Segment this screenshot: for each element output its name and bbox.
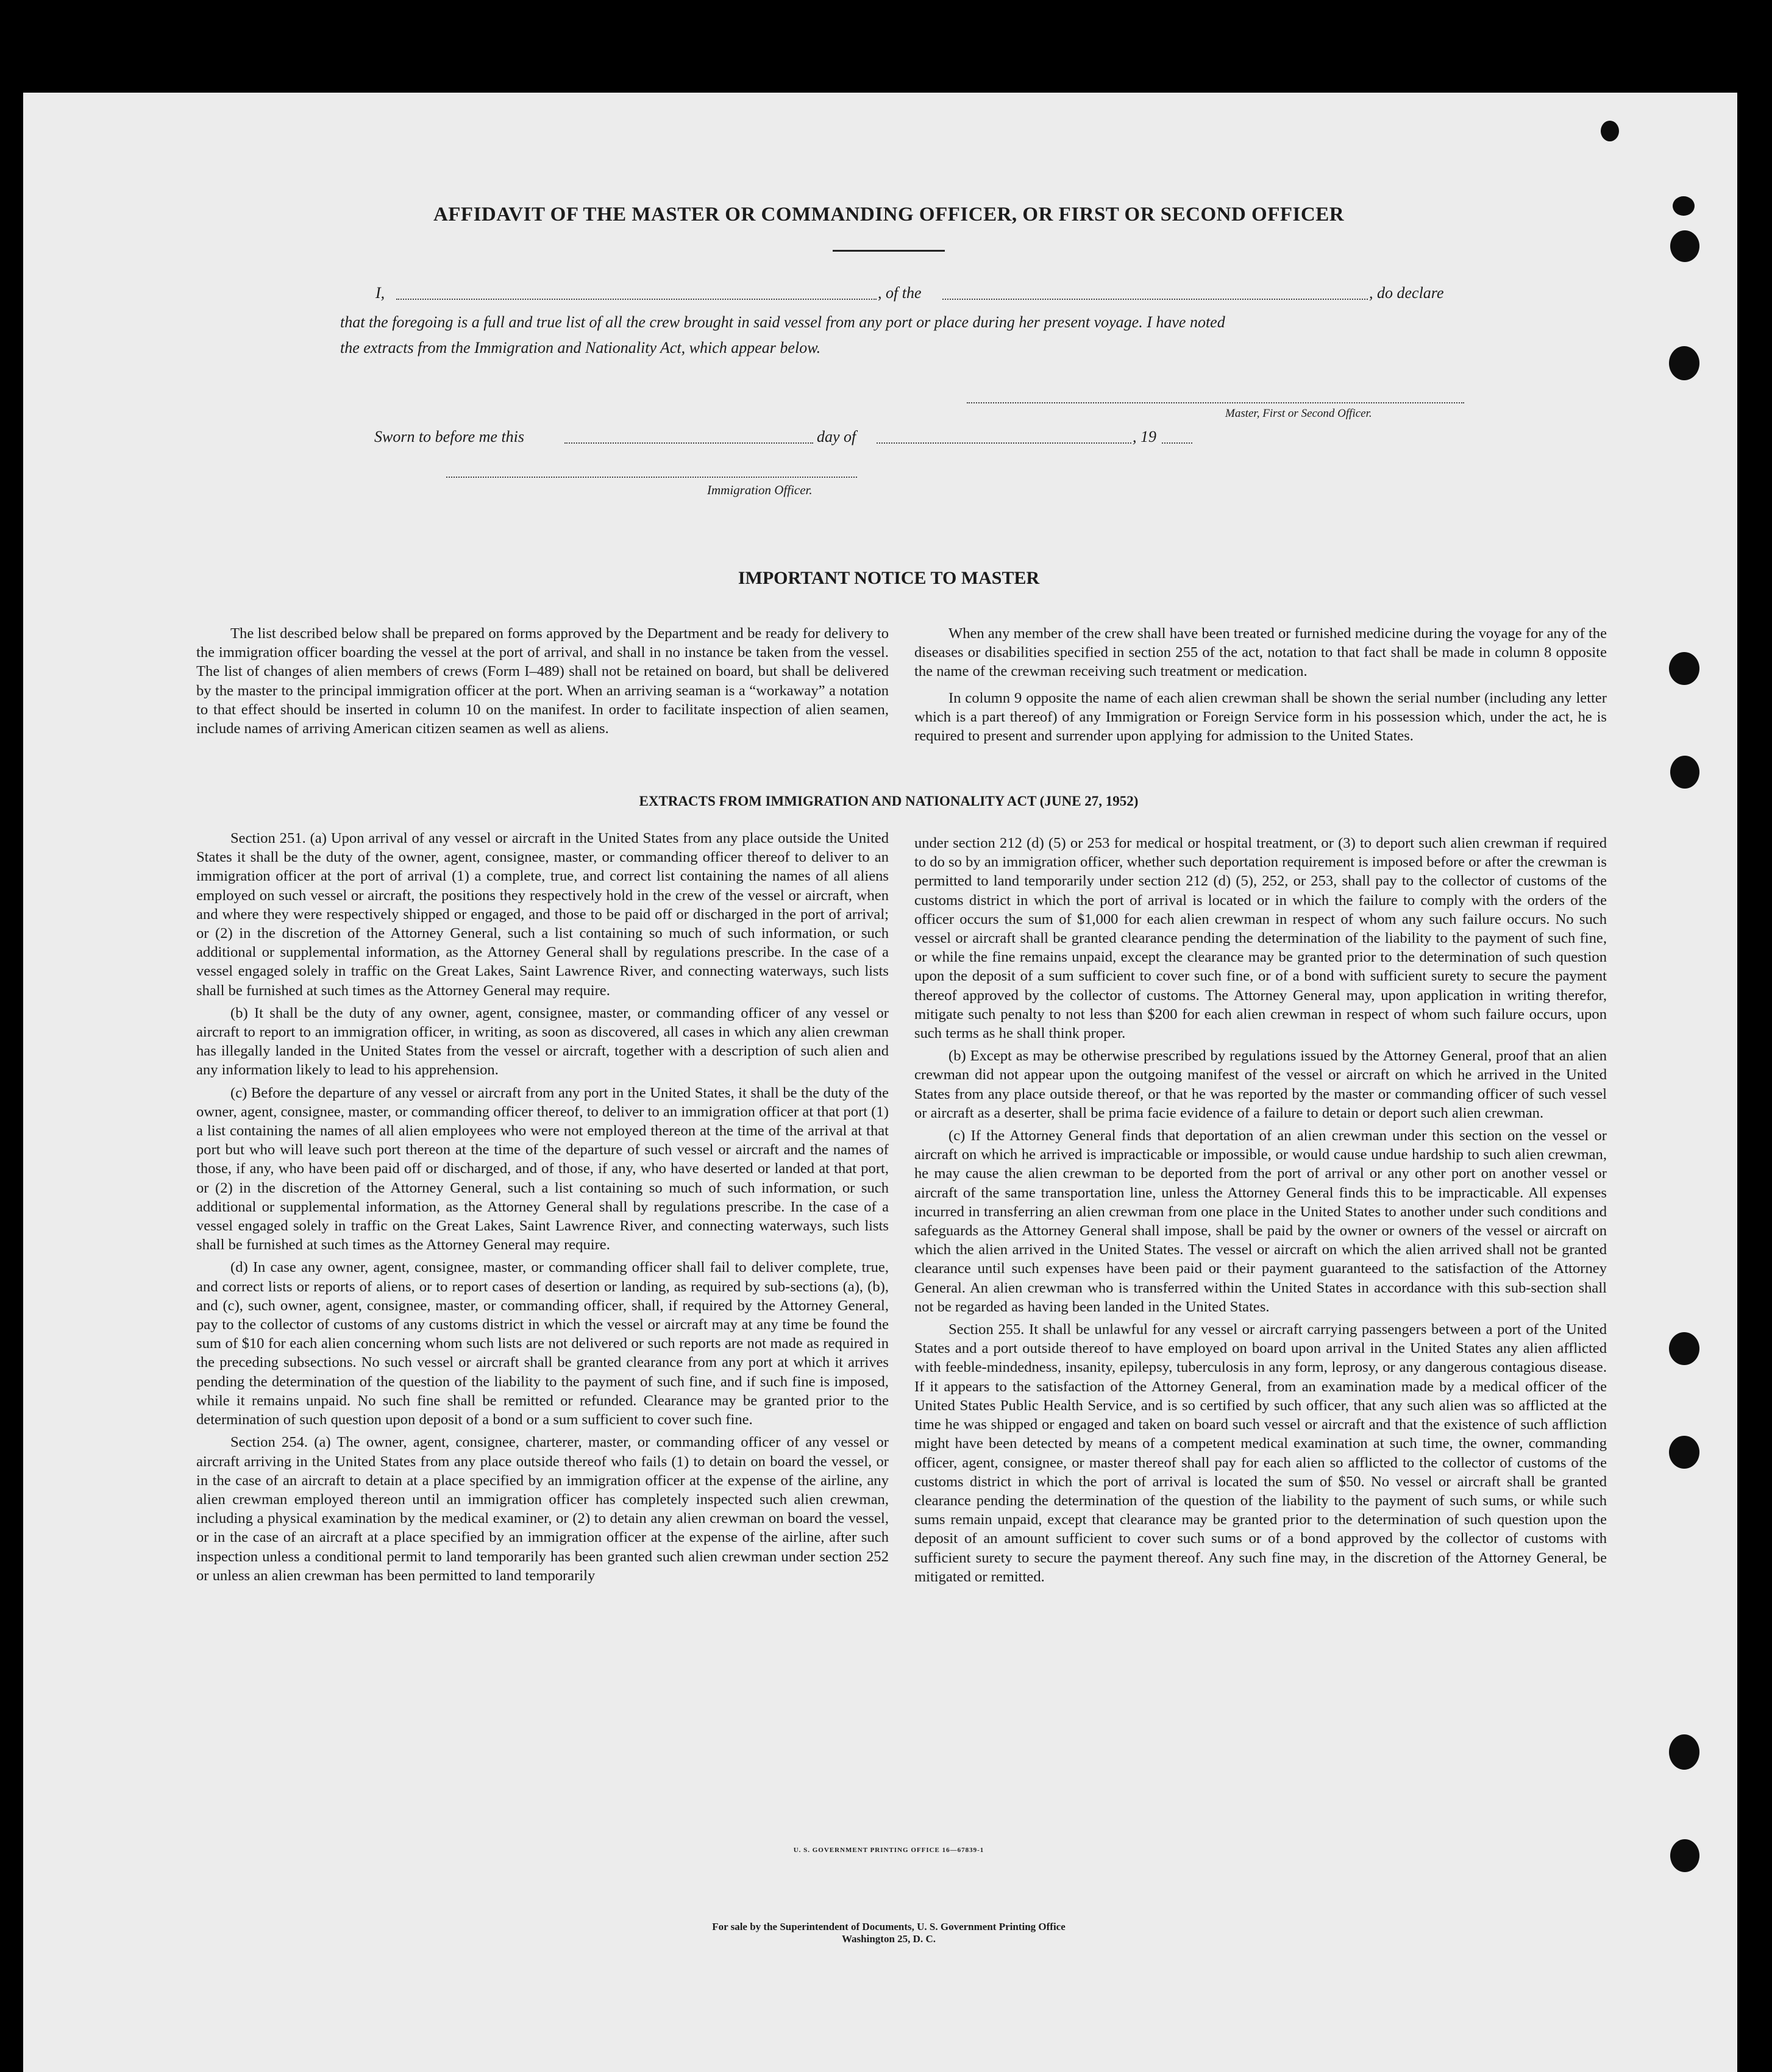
extract-paragraph: Section 254. (a) The owner, agent, consignee, charterer, master, or commanding officer of any vessel or aircraft arriving in the United States from any place outside thereof who fails (1) to detain on board the vessel, or in the case of an aircraft to detain at a place specified by an immigration officer at the expense of the airline, any alien crewman employed thereon until an immigration officer has completely inspected such alien crewman, including a physical examination by the medical examiner, or (2) to detain any alien crewman on board the vessel, or in the case of an aircraft at a place specified by an immigration officer at the expense of the airline, after such inspection unless a conditional permit to land temporarily has been granted such alien crewman under section 252 or unless an alien crewman has been permitted to land temporarily xyxy=(196,1434,889,1584)
affidavit-i-label: I, xyxy=(375,284,385,302)
extract-paragraph: (c) Before the departure of any vessel or aircraft from any port in the United States, it shall be the duty of the owner, agent, consignee, master, or commanding officer thereof, to deliver to an immigration officer at that port (1) a list containing the names of all alien employees who were not employed thereon at the time of the arrival at that port but who will leave such port thereon at the time of the departure of such vessel or aircraft and the names of those, if any, who have been paid off or discharged, and of those, if any, who have deserted or landed at that port, or (2) in the discretion of the Attorney General, such a list containing so much of such information, or such additional or supplemental information, as the Attorney General shall by regulations prescribe. In the case of a vessel engaged solely in traffic on the Great Lakes, Saint Lawrence River, and connecting waterways, such lists shall be furnished at such times as the Attorney General may require. xyxy=(196,1084,889,1254)
punch-hole xyxy=(1670,756,1699,789)
title-underline xyxy=(833,250,945,252)
sale-line-2: Washington 25, D. C. xyxy=(842,1933,936,1945)
officer-signature-line[interactable] xyxy=(446,477,857,478)
punch-hole xyxy=(1670,230,1699,262)
notice-right-column xyxy=(914,624,1607,749)
punch-hole xyxy=(1669,1436,1699,1469)
extract-paragraph: Section 251. (a) Upon arrival of any vessel or aircraft in the United States from any place outside the United States it shall be the duty of the owner, agent, consignee, master, or commanding officer thereof to deliver to an immigration officer at the port of arrival (1) a complete, true, and correct list containing the names of all aliens employed on such vessel or aircraft, the positions they respectively hold in the crew of the vessel or aircraft, when and where they were respectively shipped or engaged, and those to be paid off or discharged in the port of arrival; or (2) in the discretion of the Attorney General, such a list containing so much of such information, or such additional or supplemental information, as the Attorney General shall by regulations prescribe. In the case of a vessel engaged solely in traffic on the Great Lakes, Saint Lawrence River, and connecting waterways, such lists shall be furnished at such times as the Attorney General may require. xyxy=(196,830,889,999)
notice-left-paragraph: The list described below shall be prepared on forms approved by the Department and be ready for delivery to the immigration officer boarding the vessel at the port of arrival, and shall in no instance be taken from the vessel. The list of changes of alien members of crews (Form I–489) shall not be retained on board, but shall be delivered by the master to the principal immigration officer at the port. When an arriving seaman is a “workaway” a notation to that effect should be inserted in column 10 on the manifest. In order to facilitate inspection of alien seamen, include names of arriving American citizen seamen as well as aliens. xyxy=(196,625,889,737)
affidavit-of-the-label: , of the xyxy=(878,284,922,302)
extract-paragraph: (b) Except as may be otherwise prescribed by regulations issued by the Attorney General, proof that an alien crewman did not appear upon the outgoing manifest of the vessel or aircraft on which he arrived in the United States from any place outside thereof, or that he was reported by the master or commanding officer of such vessel or aircraft as a deserter, shall be prima facie evidence of a failure to detain or deport such alien crewman. xyxy=(914,1048,1607,1121)
sworn-year-field[interactable] xyxy=(1162,442,1192,444)
affidavit-statement-line2: the extracts from the Immigration and Nationality Act, which appear below. xyxy=(340,339,821,357)
master-signature-line[interactable] xyxy=(967,402,1464,403)
affidavit-statement-line1: that the foregoing is a full and true list of all the crew brought in said vessel from any port or place during her present voyage. I have noted xyxy=(340,313,1225,331)
notice-title: IMPORTANT NOTICE TO MASTER xyxy=(738,568,1040,588)
sworn-label: Sworn to before me this xyxy=(374,428,525,445)
notice-left-column xyxy=(196,624,889,742)
document-page xyxy=(23,93,1737,2072)
affidavit-title: AFFIDAVIT OF THE MASTER OR COMMANDING OFFICER, OR FIRST OR SECOND OFFICER xyxy=(433,204,1345,225)
punch-hole xyxy=(1669,346,1699,380)
affiant-name-field[interactable] xyxy=(396,299,877,300)
sworn-month-field[interactable] xyxy=(877,442,1131,444)
extracts-right-column xyxy=(914,834,1607,1590)
extracts-left-column xyxy=(196,829,889,1589)
vessel-name-field[interactable] xyxy=(942,299,1368,300)
master-signature-label: Master, First or Second Officer. xyxy=(1225,407,1372,420)
printing-office-line: U. S. GOVERNMENT PRINTING OFFICE 16—67839-1 xyxy=(793,1847,984,1854)
notice-right-paragraph: When any member of the crew shall have been treated or furnished medicine during the voyage for any of the diseases or disabilities specified in section 255 of the act, notation to that fact shall be made in column 8 opposite the name of the crewman receiving such treatment or medication. xyxy=(914,625,1607,680)
sworn-day-field[interactable] xyxy=(564,442,813,444)
punch-hole xyxy=(1601,121,1619,141)
extract-paragraph: under section 212 (d) (5) or 253 for medical or hospital treatment, or (3) to deport such alien crewman if required to do so by an immigration officer, whether such deportation requirement is imposed before or after the crewman is permitted to land temporarily under section 212 (d) (5), 252, or 253, shall pay to the collector of customs of the customs district in which the port of arrival is located or in which the failure to comply with the orders of the officer occurs the sum of $1,000 for each alien crewman in respect of whom any such failure occurs. No such vessel or aircraft shall be granted clearance pending the determination of the liability to the payment of such fine, or while the fine remains unpaid, except the clearance may be granted prior to the determination of such question upon the deposit of a sum sufficient to cover such fine, or of a bond with sufficient surety to secure the payment thereof approved by the collector of customs. The Attorney General may, upon application in writing therefor, mitigate such penalty to not less than $200 for each alien crewman in respect of whom such failure occurs, upon such terms as he shall think proper. xyxy=(914,835,1607,1042)
sale-line-1: For sale by the Superintendent of Documents, U. S. Government Printing Office xyxy=(712,1921,1066,1932)
year-label: , 19 xyxy=(1133,428,1156,445)
officer-signature-label: Immigration Officer. xyxy=(707,483,813,497)
punch-hole xyxy=(1669,652,1699,685)
extract-paragraph: (c) If the Attorney General finds that deportation of an alien crewman under this section on the vessel or aircraft on which he arrived is impracticable or impossible, or would cause undue hardship to such alien crewman, he may cause the alien crewman to be deported from the port of arrival or any other port on another vessel or aircraft of the same transportation line, unless the Attorney General finds this to be impracticable. All expenses incurred in transferring an alien crewman from one place in the United States to another under such conditions and safeguards as the Attorney General shall impose, shall be paid by the owner or owners of the vessel or aircraft on which the alien arrived in the United States. The vessel or aircraft on which the alien arrived shall not be granted clearance until such expenses have been paid or their payment guaranteed to the satisfaction of the Attorney General. An alien crewman who is transferred within the United States in accordance with this sub-section shall not be regarded as having been landed in the United States. xyxy=(914,1127,1607,1315)
punch-hole xyxy=(1669,1734,1699,1770)
extracts-title: EXTRACTS FROM IMMIGRATION AND NATIONALITY ACT (JUNE 27, 1952) xyxy=(639,793,1139,809)
notice-right-paragraph: In column 9 opposite the name of each alien crewman shall be shown the serial number (including any letter which is a part thereof) of any Immigration or Foreign Service form in his possession which, under the act, he is required to present and surrender upon applying for admission to the United States. xyxy=(914,689,1607,745)
extract-paragraph: Section 255. It shall be unlawful for any vessel or aircraft carrying passengers between a port of the United States and a port outside thereof to have employed on board upon arrival in the United States any alien afflicted with feeble-mindedness, insanity, epilepsy, tuberculosis in any form, leprosy, or any dangerous contagious disease. If it appears to the satisfaction of the Attorney General, from an examination made by a medical officer of the United States Public Health Service, and is so certified by such officer, that any such alien was so afflicted at the time he was shipped or engaged and taken on board such vessel or aircraft and that the existence of such affliction might have been detected by means of a competent medical examination at such time, the owner, commanding officer, agent, consignee, or master thereof shall pay for each alien so afflicted to the collector of customs of the customs district in which the port of arrival is located the sum of $50. No vessel or aircraft shall be granted clearance pending the determination of the question of the liability to the payment of such sums, or while such sums remain unpaid, except that clearance may be granted prior to the determination of such question upon the deposit of an amount sufficient to cover such sums or of a bond approved by the collector of customs with sufficient surety to secure the payment thereof. Any such fine may, in the discretion of the Attorney General, be mitigated or remitted. xyxy=(914,1321,1607,1585)
punch-hole xyxy=(1670,1839,1699,1872)
punch-hole xyxy=(1669,1332,1699,1365)
extract-paragraph: (d) In case any owner, agent, consignee, master, or commanding officer shall fail to deliver complete, true, and correct lists or reports of aliens, or to report cases of desertion or landing, as required by sub-sections (a), (b), and (c), such owner, agent, consignee, master, or commanding officer, shall, if required by the Attorney General, pay to the collector of customs of any customs district in which the vessel or aircraft may at any time be found the sum of $10 for each alien concerning whom such lists are not delivered or such reports are not made as required in the preceding subsections. No such vessel or aircraft shall be granted clearance from any port at which it arrives pending the determination of the question of the liability to the payment of such fine, and if such fine is imposed, while it remains unpaid. No such fine shall be remitted or refunded. Clearance may be granted prior to the determination of such question upon deposit of a bond or a sum sufficient to cover such fine. xyxy=(196,1259,889,1428)
affidavit-declare-label: , do declare xyxy=(1369,284,1444,302)
extract-paragraph: (b) It shall be the duty of any owner, agent, consignee, master, or commanding officer of any vessel or aircraft to report to an immigration officer, in writing, as soon as discovered, all cases in which any alien crewman has illegally landed in the United States from the vessel or aircraft, together with a description of such alien and any information likely to lead to his apprehension. xyxy=(196,1004,889,1079)
day-of-label: day of xyxy=(817,428,856,445)
